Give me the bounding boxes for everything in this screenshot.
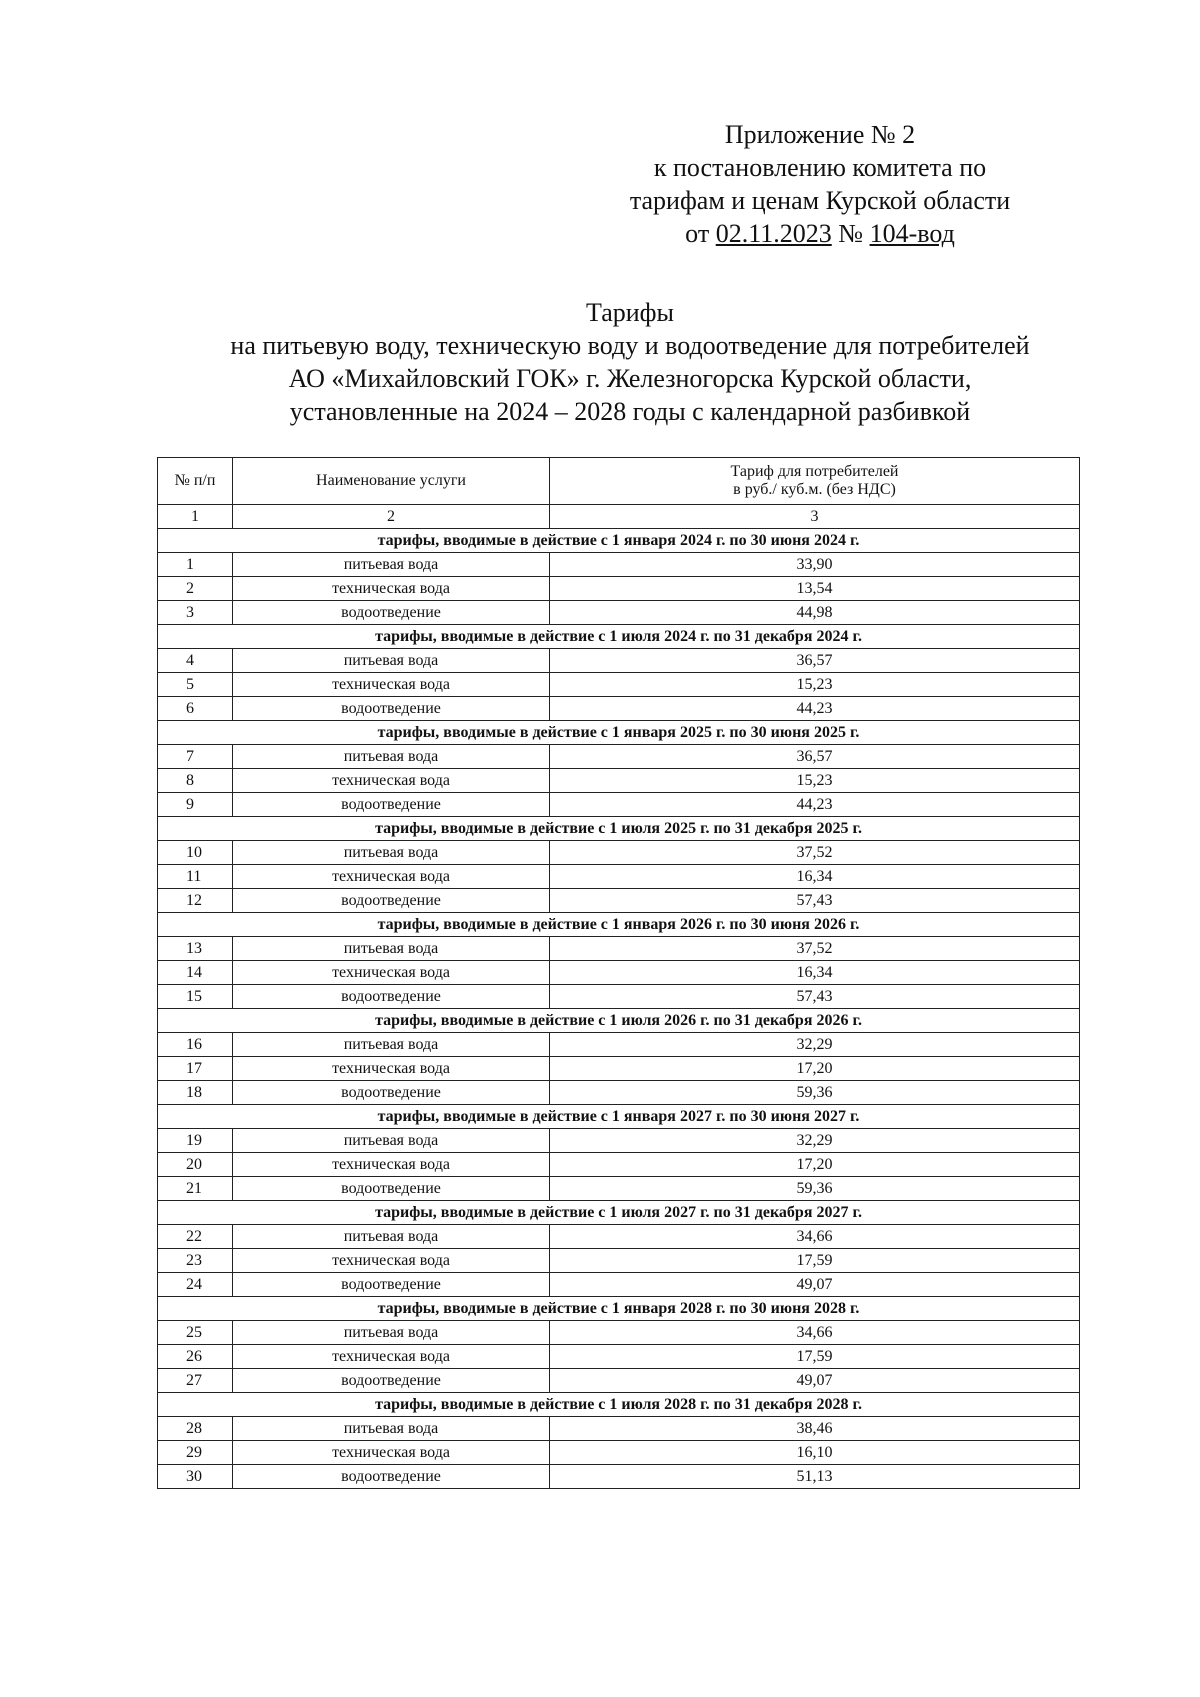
tariff-value: 34,66 [550,1225,1080,1249]
row-number: 30 [158,1465,233,1489]
tariff-value: 36,57 [550,745,1080,769]
row-number: 13 [158,937,233,961]
table-row [158,841,1080,865]
period-row [158,1009,1080,1033]
tariff-value: 32,29 [550,1129,1080,1153]
tariff-value: 38,46 [550,1417,1080,1441]
tariff-value: 34,66 [550,1321,1080,1345]
period-row [158,817,1080,841]
service-name: техническая вода [233,1249,550,1273]
period-label: тарифы, вводимые в действие с 1 января 2026 г. по 30 июня 2026 г. [158,913,1080,937]
row-number: 23 [158,1249,233,1273]
tariff-value: 44,23 [550,697,1080,721]
table-row [158,1225,1080,1249]
date-prefix: от [685,219,716,248]
document-date: 02.11.2023 [715,219,832,248]
column-number: 1 [158,505,233,529]
tariff-value: 59,36 [550,1177,1080,1201]
service-name: техническая вода [233,673,550,697]
title-line: установленные на 2024 – 2028 годы с календарной разбивкой [289,397,971,426]
row-number: 15 [158,985,233,1009]
row-number: 10 [158,841,233,865]
table-row [158,553,1080,577]
tariff-value: 17,20 [550,1153,1080,1177]
period-label: тарифы, вводимые в действие с 1 июля 2025 г. по 31 декабря 2025 г. [158,817,1080,841]
period-row [158,529,1080,553]
table-row [158,1057,1080,1081]
table-row [158,961,1080,985]
table-row [158,577,1080,601]
row-number: 18 [158,1081,233,1105]
period-row [158,1297,1080,1321]
table-row [158,985,1080,1009]
tariff-value: 59,36 [550,1081,1080,1105]
title-line: на питьевую воду, техническую воду и водоотведение для потребителей [230,331,1030,360]
table-row [158,697,1080,721]
tariff-value: 16,10 [550,1441,1080,1465]
table-row [158,865,1080,889]
tariff-value: 17,59 [550,1249,1080,1273]
service-name: водоотведение [233,985,550,1009]
row-number: 24 [158,1273,233,1297]
period-label: тарифы, вводимые в действие с 1 января 2025 г. по 30 июня 2025 г. [158,721,1080,745]
service-name: техническая вода [233,1153,550,1177]
tariff-value: 44,23 [550,793,1080,817]
tariff-value: 17,59 [550,1345,1080,1369]
period-label: тарифы, вводимые в действие с 1 июля 2028 г. по 31 декабря 2028 г. [158,1393,1080,1417]
tariff-value: 16,34 [550,865,1080,889]
service-name: водоотведение [233,793,550,817]
service-name: техническая вода [233,769,550,793]
tariff-value: 51,13 [550,1465,1080,1489]
row-number: 3 [158,601,233,625]
row-number: 2 [158,577,233,601]
service-name: водоотведение [233,889,550,913]
title-line: АО «Михайловский ГОК» г. Железногорска Курской области, [288,364,972,393]
tariff-value: 57,43 [550,985,1080,1009]
appendix-line: к постановлению комитета по [653,153,987,182]
tariff-value: 49,07 [550,1273,1080,1297]
table-row [158,601,1080,625]
tariff-value: 36,57 [550,649,1080,673]
service-name: водоотведение [233,1465,550,1489]
table-row [158,793,1080,817]
tariff-value: 37,52 [550,841,1080,865]
table-row [158,1273,1080,1297]
table-row [158,1129,1080,1153]
period-label: тарифы, вводимые в действие с 1 июля 2026 г. по 31 декабря 2026 г. [158,1009,1080,1033]
service-name: питьевая вода [233,1321,550,1345]
column-number-row [158,505,1080,529]
row-number: 9 [158,793,233,817]
table-row [158,1345,1080,1369]
service-name: техническая вода [233,1345,550,1369]
tariff-value: 33,90 [550,553,1080,577]
tariff-value: 15,23 [550,673,1080,697]
header-tariff-line: в руб./ куб.м. (без НДС) [733,481,896,498]
table-row [158,1417,1080,1441]
table-row [158,1033,1080,1057]
header-tariff [550,458,1080,505]
table-row [158,1249,1080,1273]
row-number: 27 [158,1369,233,1393]
row-number: 6 [158,697,233,721]
table-header-row [158,458,1080,505]
service-name: техническая вода [233,1441,550,1465]
period-label: тарифы, вводимые в действие с 1 июля 2027 г. по 31 декабря 2027 г. [158,1201,1080,1225]
service-name: техническая вода [233,577,550,601]
appendix-date-line [560,217,1080,250]
period-row [158,1393,1080,1417]
row-number: 26 [158,1345,233,1369]
document-title [160,296,1100,428]
row-number: 5 [158,673,233,697]
table-row [158,1081,1080,1105]
tariff-value: 44,98 [550,601,1080,625]
period-row [158,1201,1080,1225]
row-number: 14 [158,961,233,985]
row-number: 17 [158,1057,233,1081]
column-number: 3 [550,505,1080,529]
tariff-value: 16,34 [550,961,1080,985]
appendix-title: Приложение № 2 [724,120,916,149]
row-number: 8 [158,769,233,793]
table-row [158,1177,1080,1201]
service-name: техническая вода [233,961,550,985]
appendix-header [560,118,1080,250]
row-number: 28 [158,1417,233,1441]
tariff-value: 57,43 [550,889,1080,913]
table-row [158,889,1080,913]
period-row [158,625,1080,649]
tariff-value: 15,23 [550,769,1080,793]
service-name: водоотведение [233,601,550,625]
title-line: Тарифы [585,298,674,327]
period-row [158,913,1080,937]
row-number: 29 [158,1441,233,1465]
row-number: 20 [158,1153,233,1177]
service-name: техническая вода [233,865,550,889]
table-row [158,649,1080,673]
row-number: 4 [158,649,233,673]
appendix-line: тарифам и ценам Курской области [629,186,1011,215]
row-number: 19 [158,1129,233,1153]
table-row [158,769,1080,793]
header-tariff-line: Тариф для потребителей [730,463,899,480]
service-name: водоотведение [233,697,550,721]
number-prefix: № [831,219,870,248]
tariff-value: 32,29 [550,1033,1080,1057]
service-name: водоотведение [233,1369,550,1393]
table-row [158,1321,1080,1345]
table-row [158,745,1080,769]
table-row [158,1441,1080,1465]
period-row [158,721,1080,745]
service-name: техническая вода [233,1057,550,1081]
tariff-value: 13,54 [550,577,1080,601]
service-name: питьевая вода [233,1033,550,1057]
header-service: Наименование услуги [233,458,550,505]
period-label: тарифы, вводимые в действие с 1 января 2028 г. по 30 июня 2028 г. [158,1297,1080,1321]
tariff-value: 37,52 [550,937,1080,961]
service-name: питьевая вода [233,649,550,673]
service-name: водоотведение [233,1081,550,1105]
service-name: питьевая вода [233,1225,550,1249]
row-number: 22 [158,1225,233,1249]
row-number: 1 [158,553,233,577]
row-number: 16 [158,1033,233,1057]
row-number: 21 [158,1177,233,1201]
row-number: 25 [158,1321,233,1345]
period-row [158,1105,1080,1129]
row-number: 12 [158,889,233,913]
service-name: питьевая вода [233,841,550,865]
service-name: питьевая вода [233,745,550,769]
table-row [158,1465,1080,1489]
tariff-table [157,457,1080,1489]
service-name: питьевая вода [233,1129,550,1153]
header-number: № п/п [158,458,233,505]
row-number: 7 [158,745,233,769]
row-number: 11 [158,865,233,889]
service-name: водоотведение [233,1273,550,1297]
table-row [158,937,1080,961]
tariff-value: 17,20 [550,1057,1080,1081]
service-name: питьевая вода [233,1417,550,1441]
tariff-value: 49,07 [550,1369,1080,1393]
table-row [158,1153,1080,1177]
service-name: питьевая вода [233,937,550,961]
table-row [158,1369,1080,1393]
column-number: 2 [233,505,550,529]
service-name: водоотведение [233,1177,550,1201]
service-name: питьевая вода [233,553,550,577]
table-row [158,673,1080,697]
period-label: тарифы, вводимые в действие с 1 января 2024 г. по 30 июня 2024 г. [158,529,1080,553]
document-number: 104-вод [869,219,955,248]
period-label: тарифы, вводимые в действие с 1 января 2027 г. по 30 июня 2027 г. [158,1105,1080,1129]
period-label: тарифы, вводимые в действие с 1 июля 2024 г. по 31 декабря 2024 г. [158,625,1080,649]
